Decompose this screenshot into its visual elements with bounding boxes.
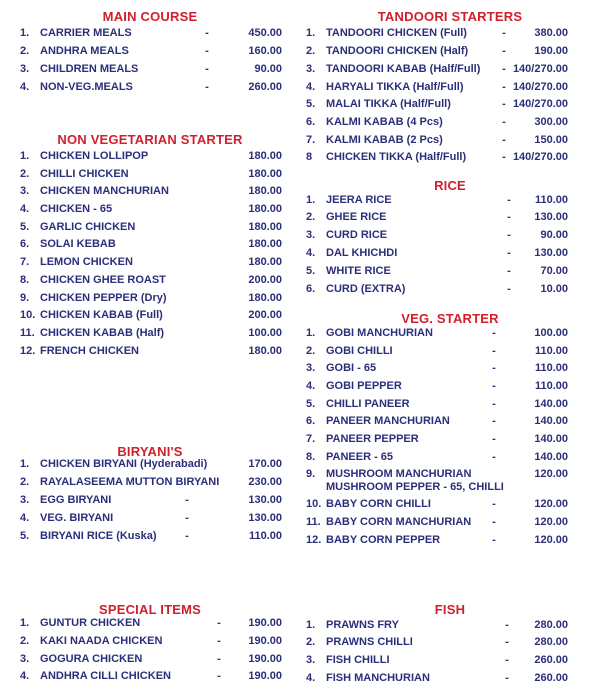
item-price: 260.00 <box>534 672 568 684</box>
menu-item <box>300 327 600 344</box>
item-name: DAL KHICHDI <box>326 247 398 259</box>
item-number: 4. <box>20 512 30 524</box>
item-dash: - <box>507 211 511 223</box>
menu-item <box>300 265 600 282</box>
item-price: 120.00 <box>534 534 568 546</box>
item-price: 140/270.00 <box>512 98 568 110</box>
item-name: CHILLI CHICKEN <box>40 168 129 180</box>
item-name: PRAWNS FRY <box>326 619 399 631</box>
item-price: 190.00 <box>248 617 282 629</box>
item-dash: - <box>502 81 506 93</box>
item-dash: - <box>492 516 496 528</box>
menu-item <box>300 134 600 151</box>
item-number: 10. <box>20 309 36 321</box>
menu-item <box>300 229 600 246</box>
item-number: 2. <box>20 45 30 57</box>
item-name: CHICKEN KABAB (Full) <box>40 309 163 321</box>
item-name: BABY CORN MANCHURIAN <box>326 516 472 528</box>
item-price: 380.00 <box>534 27 568 39</box>
item-name: CHILLI PANEER <box>326 398 410 410</box>
item-dash: - <box>492 398 496 410</box>
item-price: 170.00 <box>248 458 282 470</box>
item-dash: - <box>502 151 506 163</box>
menu-item <box>0 458 300 475</box>
menu-item <box>0 256 300 273</box>
item-price: 180.00 <box>248 150 282 162</box>
item-number: 1. <box>306 27 316 39</box>
item-dash: - <box>507 194 511 206</box>
menu-item <box>300 415 600 432</box>
item-number: 1. <box>306 619 316 631</box>
item-name: CHICKEN MANCHURIAN <box>40 185 169 197</box>
item-number: 4. <box>306 247 316 259</box>
item-price: 200.00 <box>248 274 282 286</box>
item-number: 8 <box>306 151 313 163</box>
item-price: 280.00 <box>534 619 568 631</box>
item-number: 6. <box>306 116 316 128</box>
item-price: 190.00 <box>248 670 282 682</box>
item-dash: - <box>492 534 496 546</box>
item-number: 1. <box>306 327 316 339</box>
item-number: 2. <box>20 476 30 488</box>
item-price: 260.00 <box>248 81 282 93</box>
item-number: 1. <box>20 27 30 39</box>
section-title-biryanis: BIRYANI'S <box>117 444 183 459</box>
menu-item <box>0 221 300 238</box>
item-name: GUNTUR CHICKEN <box>40 617 141 629</box>
item-number: 9. <box>20 292 30 304</box>
menu-item <box>300 345 600 362</box>
item-dash: - <box>205 81 209 93</box>
item-dash: - <box>502 45 506 57</box>
item-price: 230.00 <box>248 476 282 488</box>
menu-item <box>0 203 300 220</box>
item-name: KAKI NAADA CHICKEN <box>40 635 163 647</box>
item-dash: - <box>205 27 209 39</box>
item-name: FISH CHILLI <box>326 654 390 666</box>
item-number: 5. <box>306 265 316 277</box>
item-dash: - <box>217 617 221 629</box>
item-dash: - <box>505 636 509 648</box>
menu-item <box>0 617 300 634</box>
item-price: 140/270.00 <box>512 63 568 75</box>
item-price: 180.00 <box>248 168 282 180</box>
item-number: 4. <box>306 81 316 93</box>
item-dash: - <box>505 672 509 684</box>
item-number: 1. <box>20 150 30 162</box>
item-dash: - <box>507 229 511 241</box>
item-dash: - <box>507 247 511 259</box>
item-name: ANDHRA MEALS <box>40 45 129 57</box>
item-price: 130.00 <box>534 211 568 223</box>
item-number: 2. <box>20 168 30 180</box>
item-dash: - <box>205 63 209 75</box>
section-title-fish: FISH <box>434 602 466 617</box>
item-dash: - <box>185 512 189 524</box>
menu-item <box>300 516 600 533</box>
item-dash: - <box>492 380 496 392</box>
item-name: CHILDREN MEALS <box>40 63 139 75</box>
menu-item <box>300 151 600 168</box>
item-name: TANDOORI CHICKEN (Half) <box>326 45 469 57</box>
item-number: 3. <box>306 229 316 241</box>
section-title-veg-starter: VEG. STARTER <box>401 311 499 326</box>
item-name: CHICKEN TIKKA (Half/Full) <box>326 151 467 163</box>
item-price: 450.00 <box>248 27 282 39</box>
item-name: TANDOORI KABAB (Half/Full) <box>326 63 481 75</box>
menu-item <box>0 476 300 493</box>
item-dash: - <box>492 498 496 510</box>
item-number: 9. <box>306 468 316 480</box>
item-name: BIRYANI RICE (Kuska) <box>40 530 157 542</box>
item-name: CHICKEN LOLLIPOP <box>40 150 149 162</box>
item-dash: - <box>492 451 496 463</box>
item-dash: - <box>502 116 506 128</box>
item-name: GOBI MANCHURIAN <box>326 327 433 339</box>
item-name: GOGURA CHICKEN <box>40 653 143 665</box>
menu-item <box>300 27 600 44</box>
menu-item <box>300 636 600 653</box>
item-name: CHICKEN - 65 <box>40 203 113 215</box>
item-number: 1. <box>20 458 30 470</box>
item-number: 8. <box>306 451 316 463</box>
item-name: CHICKEN BIRYANI (Hyderabadi) <box>40 458 208 470</box>
item-number: 4. <box>306 672 316 684</box>
item-number: 5. <box>20 530 30 542</box>
item-dash: - <box>492 327 496 339</box>
menu-item <box>0 45 300 62</box>
section-title-rice: RICE <box>434 178 466 193</box>
item-dash: - <box>507 265 511 277</box>
item-name: GHEE RICE <box>326 211 387 223</box>
item-number: 2. <box>306 345 316 357</box>
menu-item <box>0 274 300 291</box>
item-number: 2. <box>306 211 316 223</box>
item-price: 100.00 <box>248 327 282 339</box>
item-number: 5. <box>20 221 30 233</box>
section-title-non-veg-starter: NON VEGETARIAN STARTER <box>57 132 243 147</box>
item-number: 2. <box>306 45 316 57</box>
item-name: RAYALASEEMA MUTTON BIRYANI <box>40 476 220 488</box>
item-dash: - <box>492 345 496 357</box>
item-number: 1. <box>20 617 30 629</box>
item-name: GOBI PEPPER <box>326 380 402 392</box>
item-dash: - <box>505 654 509 666</box>
item-number: 4. <box>20 203 30 215</box>
item-dash: - <box>217 653 221 665</box>
menu-item <box>0 345 300 362</box>
item-price: 140.00 <box>534 451 568 463</box>
item-name: CHICKEN KABAB (Half) <box>40 327 165 339</box>
item-number: 6. <box>20 238 30 250</box>
menu-item <box>300 283 600 300</box>
item-number: 1. <box>306 194 316 206</box>
item-name: TANDOORI CHICKEN (Full) <box>326 27 467 39</box>
item-number: 7. <box>20 256 30 268</box>
item-dash: - <box>205 45 209 57</box>
item-price: 190.00 <box>248 653 282 665</box>
item-number: 2. <box>306 636 316 648</box>
item-name: LEMON CHICKEN <box>40 256 133 268</box>
item-name: NON-VEG.MEALS <box>40 81 133 93</box>
item-price: 180.00 <box>248 203 282 215</box>
section-title-tandoori-starters: TANDOORI STARTERS <box>377 9 523 24</box>
item-price: 140.00 <box>534 398 568 410</box>
menu-item <box>0 653 300 670</box>
menu-item <box>300 380 600 397</box>
item-number: 3. <box>20 63 30 75</box>
item-name: PANEER MANCHURIAN <box>326 415 450 427</box>
menu-item <box>300 194 600 211</box>
item-price: 200.00 <box>248 309 282 321</box>
menu-item <box>300 534 600 551</box>
menu-item <box>0 309 300 326</box>
item-price: 90.00 <box>254 63 282 75</box>
item-number: 12. <box>20 345 36 357</box>
menu-item <box>0 512 300 529</box>
item-number: 4. <box>306 380 316 392</box>
item-price: 10.00 <box>540 283 568 295</box>
menu-item <box>300 498 600 515</box>
item-number: 3. <box>20 653 30 665</box>
item-name: SOLAI KEBAB <box>40 238 116 250</box>
item-price: 140/270.00 <box>512 151 568 163</box>
menu-item <box>0 185 300 202</box>
item-price: 190.00 <box>534 45 568 57</box>
item-price: 140.00 <box>534 415 568 427</box>
menu-item <box>300 451 600 468</box>
menu-item <box>0 327 300 344</box>
menu-item <box>300 398 600 415</box>
item-price: 140.00 <box>534 433 568 445</box>
item-name: HARYALI TIKKA (Half/Full) <box>326 81 464 93</box>
menu-item <box>0 494 300 511</box>
menu-item <box>0 63 300 80</box>
menu-item <box>0 150 300 167</box>
item-dash: - <box>507 283 511 295</box>
item-dash: - <box>505 619 509 631</box>
item-price: 160.00 <box>248 45 282 57</box>
menu-item <box>0 670 300 687</box>
menu-item <box>0 27 300 44</box>
item-name: CHICKEN PEPPER (Dry) <box>40 292 167 304</box>
item-price: 180.00 <box>248 345 282 357</box>
item-price: 150.00 <box>534 134 568 146</box>
item-price: 280.00 <box>534 636 568 648</box>
item-price: 130.00 <box>534 247 568 259</box>
menu-item <box>300 116 600 133</box>
item-name: GARLIC CHICKEN <box>40 221 136 233</box>
item-name: EGG BIRYANI <box>40 494 112 506</box>
item-name: CURD RICE <box>326 229 388 241</box>
menu-item <box>300 654 600 671</box>
menu-item <box>0 168 300 185</box>
menu-item <box>300 45 600 62</box>
menu-item <box>300 98 600 115</box>
item-dash: - <box>502 27 506 39</box>
menu-item <box>300 362 600 379</box>
item-number: 6. <box>306 283 316 295</box>
item-price: 120.00 <box>534 468 568 480</box>
item-price: 90.00 <box>540 229 568 241</box>
item-dash: - <box>492 362 496 374</box>
item-name: PRAWNS CHILLI <box>326 636 413 648</box>
item-name: FISH MANCHURIAN <box>326 672 430 684</box>
item-price: 100.00 <box>534 327 568 339</box>
item-price: 180.00 <box>248 238 282 250</box>
item-price: 110.00 <box>534 380 568 392</box>
menu-item <box>300 619 600 636</box>
item-name: MALAI TIKKA (Half/Full) <box>326 98 451 110</box>
item-price: 180.00 <box>248 221 282 233</box>
item-number: 5. <box>306 98 316 110</box>
item-price: 140/270.00 <box>512 81 568 93</box>
item-price: 120.00 <box>534 516 568 528</box>
item-name: PANEER PEPPER <box>326 433 419 445</box>
menu-item <box>0 238 300 255</box>
item-dash: - <box>492 415 496 427</box>
menu-item <box>0 81 300 98</box>
item-name: KALMI KABAB (2 Pcs) <box>326 134 443 146</box>
item-dash: - <box>185 530 189 542</box>
item-number: 3. <box>306 654 316 666</box>
item-dash: - <box>217 635 221 647</box>
menu-item <box>300 81 600 98</box>
item-number: 3. <box>306 63 316 75</box>
item-number: 2. <box>20 635 30 647</box>
item-number: 3. <box>20 494 30 506</box>
item-name: BABY CORN PEPPER <box>326 534 441 546</box>
item-dash: - <box>502 63 506 75</box>
item-number: 10. <box>306 498 322 510</box>
item-price: 180.00 <box>248 185 282 197</box>
item-name: MUSHROOM MANCHURIAN <box>326 468 472 480</box>
item-name: JEERA RICE <box>326 194 392 206</box>
item-number: 6. <box>306 415 316 427</box>
item-number: 7. <box>306 134 316 146</box>
menu-item <box>300 247 600 264</box>
item-name: MUSHROOM PEPPER - 65, CHILLI <box>326 481 504 493</box>
item-number: 8. <box>20 274 30 286</box>
menu-item <box>300 63 600 80</box>
item-number: 4. <box>20 81 30 93</box>
item-dash: - <box>502 98 506 110</box>
item-number: 4. <box>20 670 30 682</box>
item-number: 11. <box>306 516 321 528</box>
item-number: 12. <box>306 534 322 546</box>
item-price: 180.00 <box>248 256 282 268</box>
item-name: ANDHRA CILLI CHICKEN <box>40 670 171 682</box>
item-price: 130.00 <box>248 512 282 524</box>
menu-item <box>300 211 600 228</box>
item-name: CHICKEN GHEE ROAST <box>40 274 166 286</box>
item-name: GOBI CHILLI <box>326 345 393 357</box>
item-price: 190.00 <box>248 635 282 647</box>
item-name: PANEER - 65 <box>326 451 394 463</box>
item-number: 7. <box>306 433 316 445</box>
item-price: 180.00 <box>248 292 282 304</box>
item-dash: - <box>492 433 496 445</box>
menu-item <box>300 672 600 689</box>
item-name: FRENCH CHICKEN <box>40 345 139 357</box>
item-price: 110.00 <box>534 345 568 357</box>
menu-item <box>0 635 300 652</box>
item-price: 300.00 <box>534 116 568 128</box>
item-price: 260.00 <box>534 654 568 666</box>
item-dash: - <box>217 670 221 682</box>
item-number: 5. <box>306 398 316 410</box>
menu-item <box>300 481 600 498</box>
item-name: BABY CORN CHILLI <box>326 498 431 510</box>
item-price: 120.00 <box>534 498 568 510</box>
item-name: WHITE RICE <box>326 265 391 277</box>
item-name: GOBI - 65 <box>326 362 377 374</box>
menu-item <box>300 433 600 450</box>
item-price: 110.00 <box>534 194 568 206</box>
item-dash: - <box>502 134 506 146</box>
item-dash: - <box>185 494 189 506</box>
item-price: 130.00 <box>248 494 282 506</box>
item-name: CURD (EXTRA) <box>326 283 406 295</box>
item-number: 11. <box>20 327 35 339</box>
section-title-main-course: MAIN COURSE <box>102 9 198 24</box>
item-name: KALMI KABAB (4 Pcs) <box>326 116 443 128</box>
menu-item <box>0 530 300 547</box>
item-number: 3. <box>306 362 316 374</box>
item-name: CARRIER MEALS <box>40 27 132 39</box>
section-title-special-items: SPECIAL ITEMS <box>98 602 202 617</box>
menu-item <box>0 292 300 309</box>
item-number: 3. <box>20 185 30 197</box>
item-price: 70.00 <box>540 265 568 277</box>
item-name: VEG. BIRYANI <box>40 512 114 524</box>
item-price: 110.00 <box>248 530 282 542</box>
item-price: 110.00 <box>534 362 568 374</box>
